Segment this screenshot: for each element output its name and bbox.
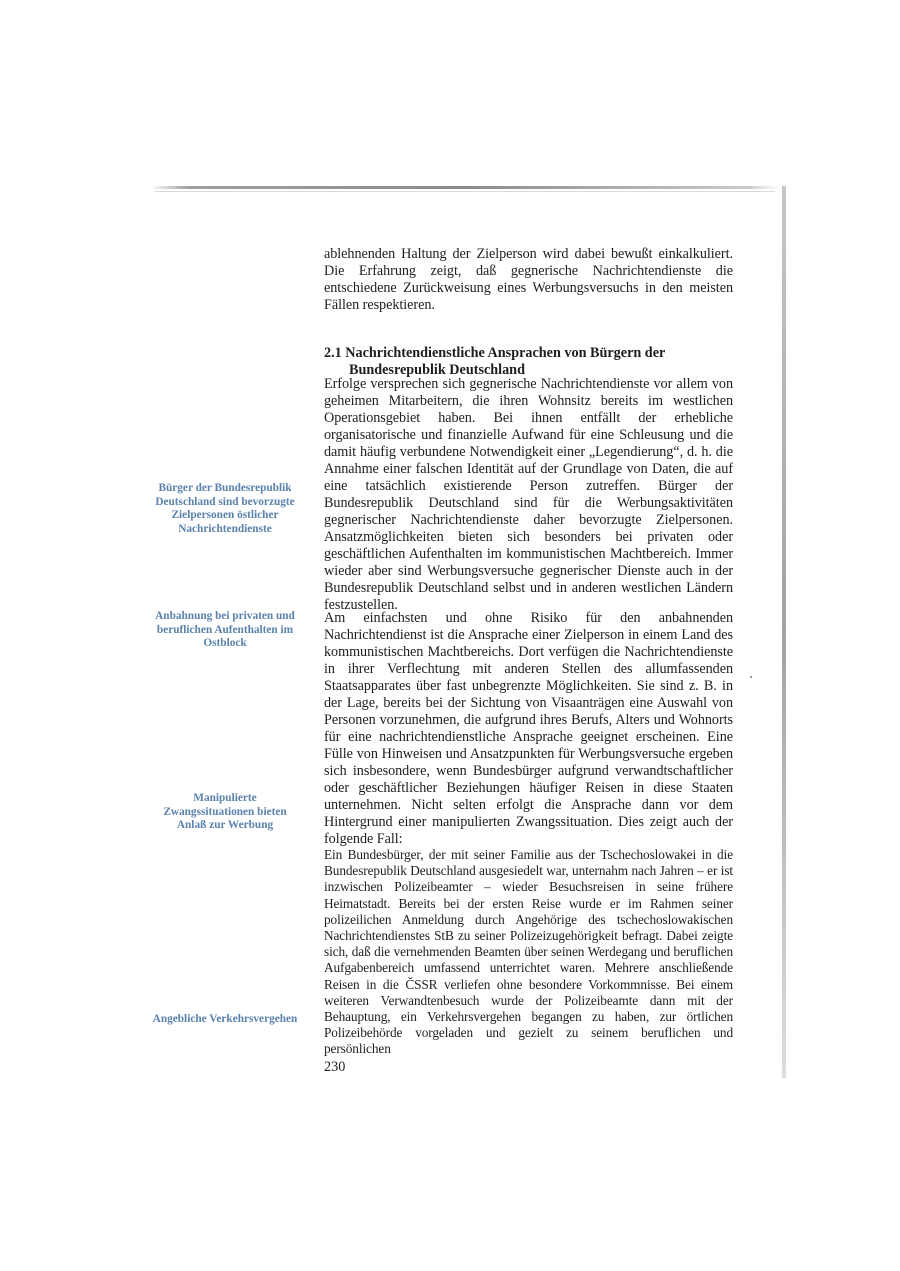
scan-page-right-edge [782,186,786,1078]
margin-note: Manipulierte Zwangssituationen bieten Anlaß zur Werbung [163,792,287,831]
margin-note: Anbahnung bei privaten und beruflichen Aufenthalten im Ostblock [155,610,295,649]
page-number: 230 [324,1059,346,1075]
body-paragraph-1: Erfolge versprechen sich gegnerische Nachrichtendienste vor allem von geheimen Mitarbeitern, die ihren Wohnsitz bereits im westlichen Operationsgebiet haben. Bei ihnen entfällt der erhebliche organisatorische und finanzielle Aufwand für eine Schleusung und die damit häufig verbundene Notwendigkeit einer „Legendierung“, d. h. die Annahme einer falschen Identität auf der Grundlage von Daten, die auf eine tatsächlich existierende Person zutreffen. Bürger der Bundesrepublik Deutschland sind für die Werbungsaktivitäten gegnerischer Nachrichtendienste daher bevorzugte Zielpersonen. Ansatzmöglichkeiten bieten sich besonders bei privaten oder geschäftlichen Aufenthalten im kommunistischen Machtbereich. Immer wieder aber sind Werbungsversuche gegnerischer Dienste auch in der Bundesrepublik Deutschland selbst und in anderen westlichen Ländern festzustellen. [324,376,733,613]
margin-note: Angebliche Verkehrsvergehen [152,1013,298,1025]
scan-page-top-edge [150,186,780,189]
section-heading [324,345,758,379]
body-paragraph-2: Am einfachsten und ohne Risiko für den anbahnenden Nachrichtendienst ist die Ansprache einer Zielperson in einem Land des kommunistischen Machtbereichs. Dort verfügen die Nachrichtendienste in ihrer Verflechtung mit anderen Stellen des allumfassenden Staatsapparates über fast unbegrenzte Möglichkeiten. Sie sind z. B. in der Lage, bereits bei der Sichtung von Visaanträgen eine Auswahl von Personen vorzunehmen, die aufgrund ihres Berufs, Alters und Wohnorts für eine nachrichtendienstliche Ansprache geeignet erscheinen. Eine Fülle von Hinweisen und Ansatzpunkten für Werbungsversuche ergeben sich insbesondere, wenn Bundesbürger aufgrund verwandtschaftlicher oder geschäftlicher Beziehungen häufiger Reisen in diese Staaten unternehmen. Nicht selten erfolgt die Ansprache dann vor dem Hintergrund einer manipulierten Zwangssituation. Dies zeigt auch der folgende Fall: [324,610,733,847]
section-number: 2.1 [324,345,342,361]
case-study-paragraph: Ein Bundesbürger, der mit seiner Familie aus der Tschechoslowakei in die Bundesrepublik Deutschland ausgesiedelt war, unternahm nach Jahren – er ist inzwischen Polizeibeamter – wieder Besuchsreisen in seine frühere Heimatstadt. Bereits bei der ersten Reise wurde er im Rahmen seiner polizeilichen Anmeldung durch Angehörige des tschechoslowakischen Nachrichtendienstes StB zu seiner Polizeizugehörigkeit befragt. Dabei zeigte sich, daß die vernehmenden Beamten über seinen Werdegang und beruflichen Aufgabenbereich umfassend unterrichtet waren. Mehrere anschließende Reisen in die ČSSR verliefen ohne besondere Vorkommnisse. Bei einem weiteren Verwandtenbesuch wurde der Polizeibeamte dann mit der Behauptung, ein Verkehrsvergehen begangen zu haben, zur örtlichen Polizeibehörde vorgeladen und gezielt zu seinem beruflichen und persönlichen [324,847,733,1057]
margin-note: Bürger der Bundesrepublik Deutschland sind bevorzugte Zielpersonen östlicher Nachrichtendienste [155,482,295,535]
scan-speck [750,676,752,678]
scan-page-top-shadow [155,191,775,192]
section-title: Nachrichtendienstliche Ansprachen von Bürgern der Bundesrepublik Deutschland [345,345,666,378]
intro-paragraph: ablehnenden Haltung der Zielperson wird dabei bewußt einkalkuliert. Die Erfahrung zeigt, daß gegnerische Nachrichtendienste die entschiedene Zurückweisung eines Werbungsversuchs in den meisten Fällen respektieren. [324,246,733,313]
